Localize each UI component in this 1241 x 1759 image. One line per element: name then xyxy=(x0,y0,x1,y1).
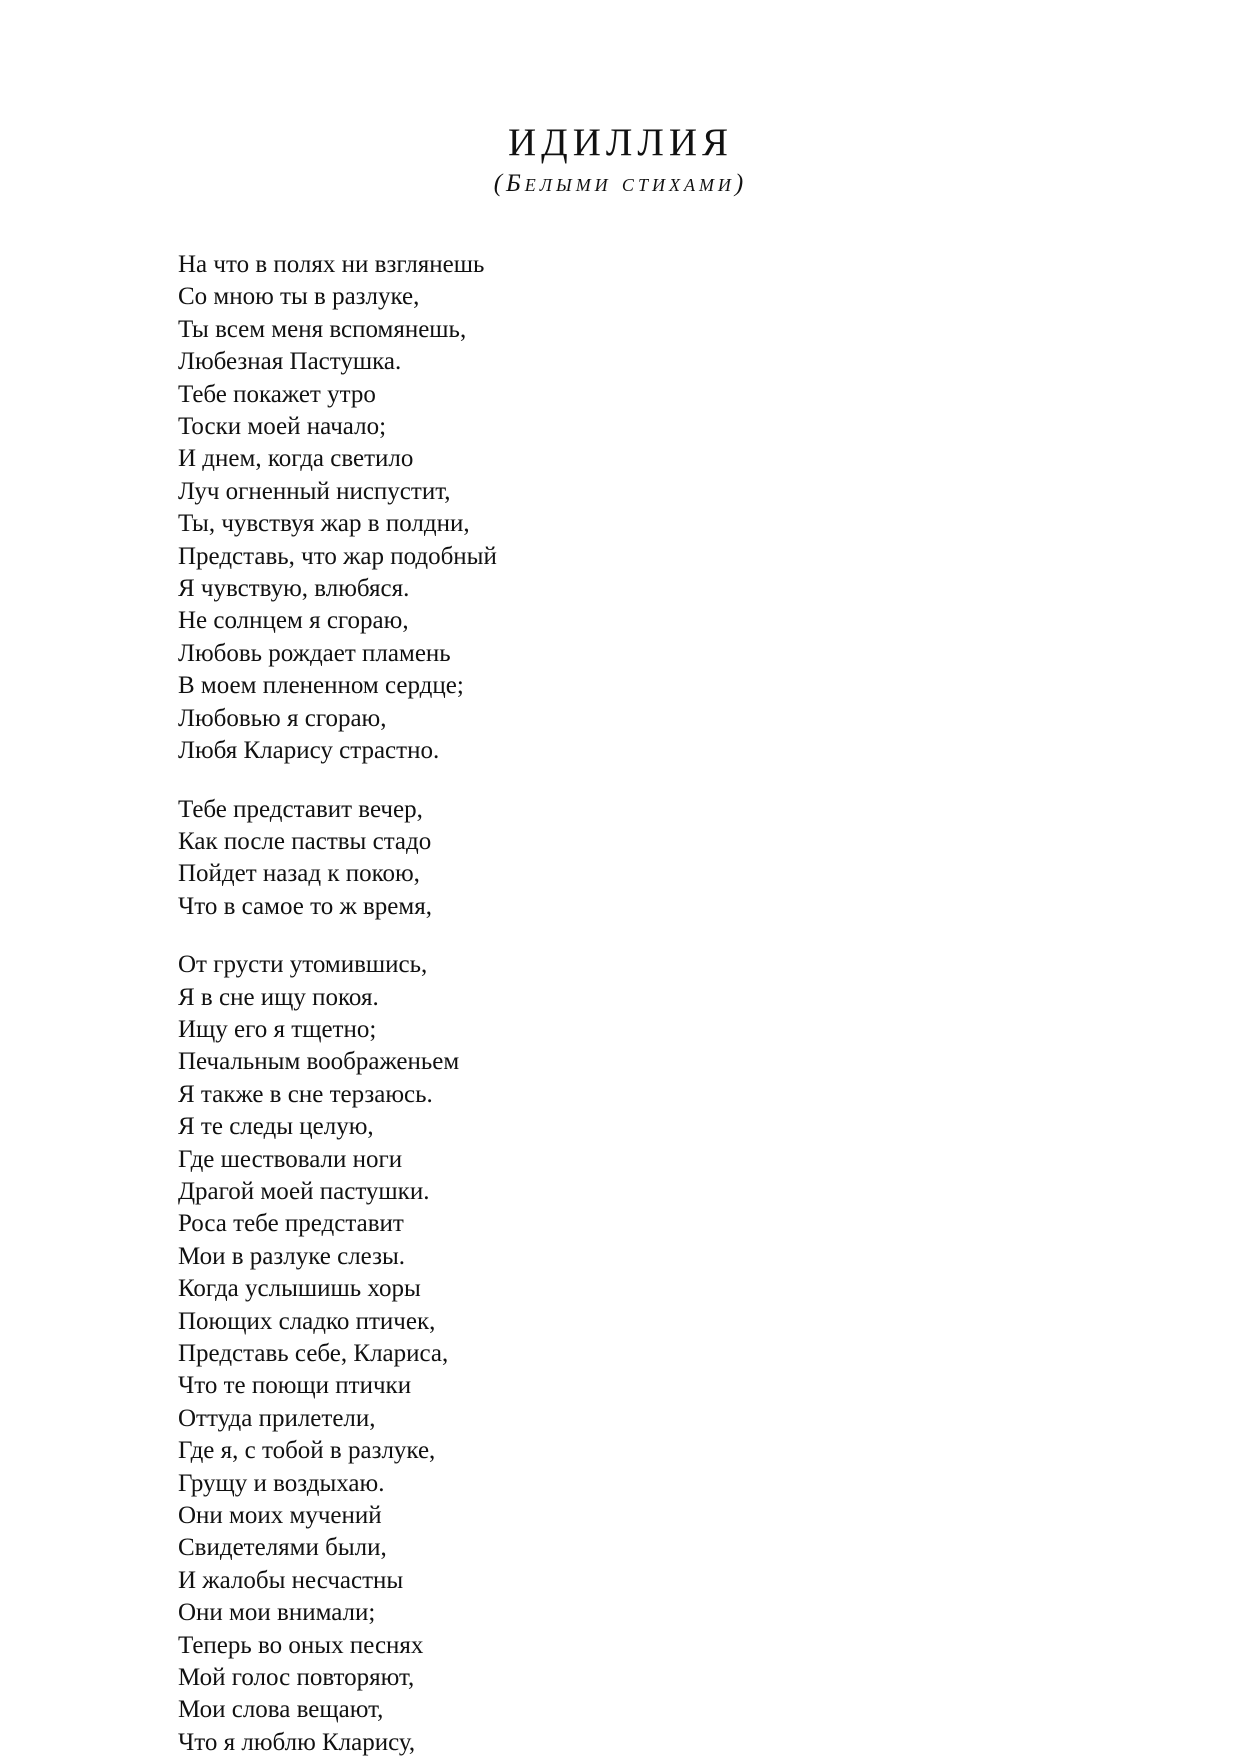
poem-line: Ты, чувствуя жар в полдни, xyxy=(178,510,470,538)
poem-line: Где я, с тобой в разлуке, xyxy=(178,1437,436,1465)
poem-subtitle: (Белыми стихами) xyxy=(493,170,748,197)
poem-line: Драгой моей пастушки. xyxy=(178,1177,430,1205)
poem-line: Как после паствы стадо xyxy=(178,827,432,855)
poem-line: Любовью я сгораю, xyxy=(178,704,387,732)
poem-line: Любезная Пастушка. xyxy=(178,348,402,376)
poem-line: Где шествовали ноги xyxy=(178,1145,403,1173)
poem-line: Я чувствую, влюбяся. xyxy=(178,575,410,603)
poem-line: Тебе покажет утро xyxy=(178,380,376,408)
poem-stanza xyxy=(178,249,1078,768)
poem-line: Они мои внимали; xyxy=(178,1599,376,1627)
poem-line: Они моих мучений xyxy=(178,1502,382,1530)
poem-line: Представь себе, Клариса, xyxy=(178,1340,449,1367)
poem-line: Я в сне ищу покоя. xyxy=(178,983,379,1011)
poem-line: Роса тебе представит xyxy=(178,1210,404,1238)
poem-line: На что в полях ни взглянешь xyxy=(178,251,485,278)
poem-stanza xyxy=(178,794,1078,924)
poem-line: Мои в разлуке слезы. xyxy=(178,1242,406,1270)
poem-line: Когда услышишь хоры xyxy=(178,1275,421,1303)
poem-line: Любовь рождает пламень xyxy=(178,639,451,667)
poem-line: Оттуда прилетели, xyxy=(178,1404,376,1432)
poem-title: ИДИЛЛИЯ xyxy=(507,121,733,164)
poem-line: От грусти утомившись, xyxy=(178,951,428,979)
poem-stanza xyxy=(178,949,1078,1759)
poem-line: Любя Кларису страстно. xyxy=(178,737,440,765)
poem-line: Мои слова вещают, xyxy=(178,1696,384,1724)
poem-line: Мой голос повторяют, xyxy=(178,1664,415,1692)
poem-line: Луч огненный ниспустит, xyxy=(178,477,451,505)
poem-line: Свидетелями были, xyxy=(178,1534,387,1562)
poem-line: Пойдет назад к покою, xyxy=(178,860,420,888)
poem-line: Представь, что жар подобный xyxy=(178,542,497,570)
poem-line: Со мною ты в разлуке, xyxy=(178,283,420,311)
poem-body xyxy=(178,249,1078,1759)
poem-line: И жалобы несчастны xyxy=(178,1566,404,1594)
poem-line: Теперь во оных песнях xyxy=(178,1631,424,1659)
poem-line: Я те следы целую, xyxy=(178,1113,374,1141)
poem-line: Что я люблю Кларису, xyxy=(178,1728,416,1756)
poem-line: Ищу его я тщетно; xyxy=(178,1015,377,1043)
poem-line: Печальным воображеньем xyxy=(178,1048,460,1076)
poem-line: В моем плененном сердце; xyxy=(178,672,464,700)
poem-line: Я также в сне терзаюсь. xyxy=(178,1080,433,1108)
poem-line: Что те поющи птички xyxy=(178,1372,412,1400)
poem-line: Грущу и воздыхаю. xyxy=(178,1469,385,1497)
poem-line: Что в самое то ж время, xyxy=(178,892,432,920)
poem-line: Поющих сладко птичек, xyxy=(178,1307,436,1335)
poem-line: Ты всем меня вспомянешь, xyxy=(178,315,467,343)
poem-line: И днем, когда светило xyxy=(178,445,414,473)
poem-line: Тоски моей начало; xyxy=(178,413,387,441)
poem-line: Не солнцем я сгораю, xyxy=(178,607,409,635)
poem-line: Тебе представит вечер, xyxy=(178,795,423,823)
